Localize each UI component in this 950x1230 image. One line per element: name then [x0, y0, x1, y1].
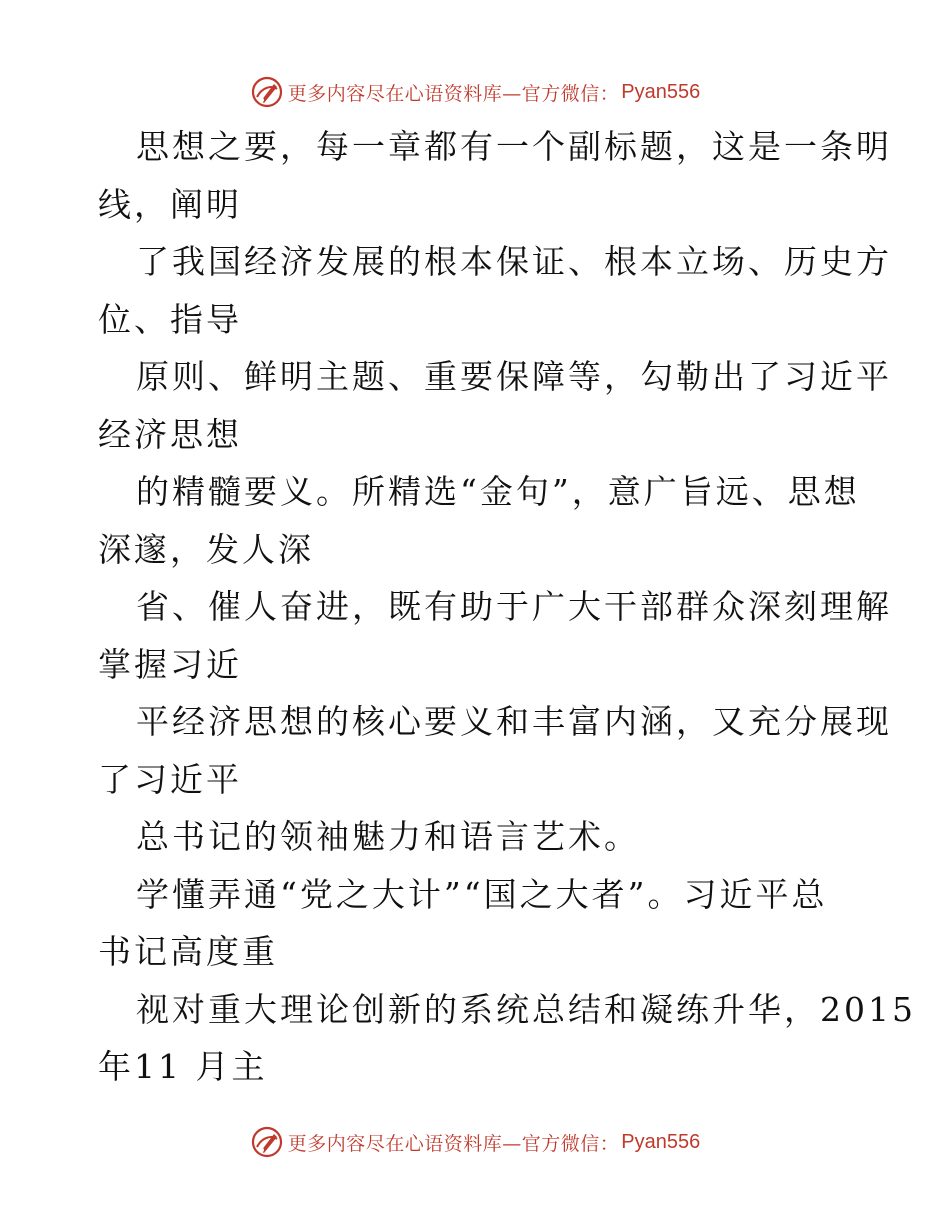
text-line: 书记高度重 [98, 932, 278, 971]
watermark-banner-bottom [0, 1122, 950, 1162]
text-line: 位、指导 [98, 299, 242, 339]
watermark-wechat-id: Pyan556 [621, 1130, 701, 1153]
text-line: 学懂弄通“党之大计”“国之大者”。习近平总 [136, 874, 828, 914]
pen-logo-icon [250, 1125, 284, 1159]
watermark-banner-top [0, 72, 950, 112]
watermark-wechat-id: Pyan556 [621, 80, 701, 103]
text-line: 平经济思想的核心要义和丰富内涵，又充分展现 [136, 702, 892, 741]
document-body [98, 118, 916, 1096]
text-line: 总书记的领袖魅力和语言艺术。 [136, 817, 640, 856]
text-line: 线，阐明 [98, 184, 242, 224]
text-line: 省、催人奋进，既有助于广大干部群众深刻理解 [136, 587, 892, 626]
text-line: 掌握习近 [98, 644, 242, 684]
text-line: 思想之要，每一章都有一个副标题，这是一条明 [136, 127, 892, 166]
text-line: 视对重大理论创新的系统总结和凝练升华，2015 [136, 989, 916, 1029]
text-line: 年11 月主 [98, 1047, 268, 1086]
text-line: 了习近平 [98, 759, 242, 799]
text-line: 了我国经济发展的根本保证、根本立场、历史方 [136, 242, 892, 281]
pen-logo-icon [250, 75, 284, 109]
text-line: 深邃，发人深 [98, 529, 314, 569]
watermark-text: 更多内容尽在心语资料库—官方微信： [287, 82, 620, 105]
text-line: 原则、鲜明主题、重要保障等，勾勒出了习近平 [136, 357, 892, 396]
text-line: 的精髓要义。所精选“金句”，意广旨远、思想 [136, 472, 860, 511]
watermark-text: 更多内容尽在心语资料库—官方微信： [287, 1132, 620, 1155]
text-line: 经济思想 [98, 414, 242, 454]
